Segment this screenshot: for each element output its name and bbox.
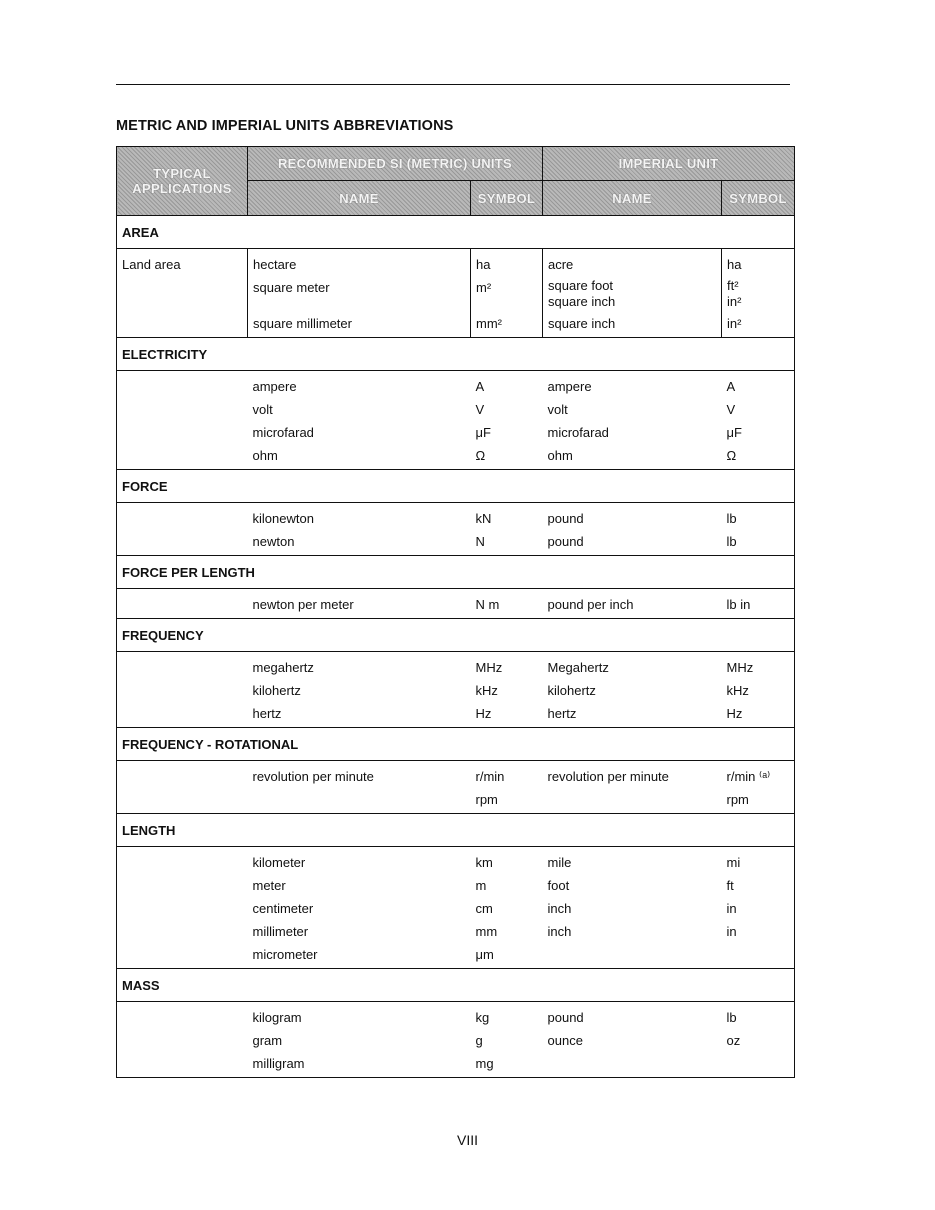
section-frequency <box>117 619 795 652</box>
app-cell <box>117 589 248 619</box>
imp-symbol-cell: A <box>722 371 795 399</box>
table-row <box>117 847 795 875</box>
section-electricity <box>117 338 795 371</box>
app-cell <box>117 444 248 470</box>
si-symbol-cell: kg <box>475 1010 490 1025</box>
si-name-cell: micrometer <box>248 943 471 969</box>
si-name-cell: megahertz <box>252 660 314 675</box>
app-cell <box>117 788 248 814</box>
table-row <box>117 503 795 531</box>
imp-symbol-cell <box>722 943 795 969</box>
app-cell <box>117 530 248 556</box>
si-name-cell: hectare <box>248 249 471 277</box>
section-label: MASS <box>117 969 795 1002</box>
imp-symbol-cell: Ω <box>722 444 795 470</box>
imp-symbol-cell: lb <box>722 1002 795 1030</box>
si-name-cell: newton per meter <box>248 589 471 619</box>
si-symbol-cell: mg <box>471 1052 543 1078</box>
header-recommended-si: RECOMMENDED SI (METRIC) UNITS <box>248 147 543 181</box>
section-length <box>117 814 795 847</box>
si-symbol-cell: mm² <box>471 312 543 338</box>
page-title: METRIC AND IMPERIAL UNITS ABBREVIATIONS <box>116 118 454 134</box>
imp-name-cell: hertz <box>543 702 722 728</box>
app-cell <box>117 847 248 875</box>
header-imperial-unit: IMPERIAL UNIT <box>543 147 795 181</box>
table-row <box>117 897 795 920</box>
imp-symbol-cell: ha <box>722 249 795 277</box>
header-row <box>117 147 795 181</box>
imp-name-cell: revolution per minute <box>547 769 669 784</box>
si-symbol-cell: MHz <box>475 660 503 675</box>
si-name-cell: revolution per minute <box>252 769 374 784</box>
si-symbol-cell: V <box>475 402 485 417</box>
table-row <box>117 421 795 444</box>
imp-symbol-cell: lb in <box>722 589 795 619</box>
imp-name-cell: ampere <box>547 379 592 394</box>
imp-name-line: square inch <box>548 294 616 309</box>
imp-symbol-cell: in <box>722 897 795 920</box>
si-symbol-cell: kHz <box>475 683 498 698</box>
si-name-cell: hertz <box>248 702 471 728</box>
section-force-per-length <box>117 556 795 589</box>
si-name-cell <box>248 788 471 814</box>
header-si-name: NAME <box>248 181 471 216</box>
app-cell <box>117 1002 248 1030</box>
header-si-symbol: SYMBOL <box>471 181 543 216</box>
imp-name-cell: microfarad <box>547 425 609 440</box>
imp-name-cell <box>543 788 722 814</box>
section-label: AREA <box>117 216 795 249</box>
imp-symbol-cell: kHz <box>722 679 795 702</box>
app-cell <box>117 276 248 312</box>
imp-name-cell: pound <box>543 530 722 556</box>
si-name-cell: milligram <box>248 1052 471 1078</box>
app-cell <box>117 874 248 897</box>
units-table <box>116 146 795 1078</box>
si-symbol-cell: m² <box>471 276 543 312</box>
si-name-cell: volt <box>252 402 273 417</box>
si-name-cell: kilohertz <box>252 683 301 698</box>
imp-name-cell: volt <box>547 402 568 417</box>
app-cell <box>117 920 248 943</box>
si-symbol-cell: kN <box>475 511 492 526</box>
header-typical-applications: TYPICAL APPLICATIONS <box>117 147 248 216</box>
section-label: FORCE <box>117 470 795 503</box>
imp-name-cell: square inch <box>543 312 722 338</box>
imp-symbol-cell: oz <box>722 1029 795 1052</box>
si-name-cell: gram <box>252 1033 283 1048</box>
imp-name-cell: ohm <box>543 444 722 470</box>
si-name-cell: kilometer <box>252 855 306 870</box>
imp-symbol-cell: r/min ⁽ᵃ⁾ <box>722 761 795 789</box>
section-label: FORCE PER LENGTH <box>117 556 795 589</box>
table-row <box>117 312 795 338</box>
imp-symbol-cell: Hz <box>722 702 795 728</box>
si-name-cell: ampere <box>252 379 297 394</box>
app-cell <box>117 679 248 702</box>
app-cell <box>117 1052 248 1078</box>
app-cell: Land area <box>117 249 248 277</box>
si-name-cell: millimeter <box>252 924 309 939</box>
table-row <box>117 530 795 556</box>
page-number: VIII <box>456 1132 478 1148</box>
imp-symbol-cell: rpm <box>722 788 795 814</box>
si-symbol-cell: A <box>475 379 485 394</box>
imp-symbol-cell <box>722 1052 795 1078</box>
imp-name-cell <box>543 276 722 312</box>
imp-symbol-cell: in² <box>722 312 795 338</box>
table-row <box>117 943 795 969</box>
header-imp-symbol: SYMBOL <box>722 181 795 216</box>
table-row <box>117 1002 795 1030</box>
si-name-cell: square millimeter <box>248 312 471 338</box>
table-row <box>117 1052 795 1078</box>
imp-symbol-cell: lb <box>722 503 795 531</box>
si-name-cell: kilonewton <box>252 511 314 526</box>
section-label: ELECTRICITY <box>117 338 795 371</box>
table-row <box>117 249 795 277</box>
section-force <box>117 470 795 503</box>
top-rule <box>116 84 790 85</box>
imp-name-line: square foot <box>548 278 614 293</box>
section-label: LENGTH <box>117 814 795 847</box>
si-symbol-cell: rpm <box>471 788 543 814</box>
imp-name-cell: Megahertz <box>547 660 609 675</box>
imp-symbol-cell: mi <box>722 847 795 875</box>
si-name-cell: meter <box>252 878 286 893</box>
table-row <box>117 679 795 702</box>
table-row <box>117 589 795 619</box>
section-frequency-rotational <box>117 728 795 761</box>
si-name-cell: square meter <box>248 276 471 312</box>
imp-name-cell: pound per inch <box>543 589 722 619</box>
si-name-cell: centimeter <box>252 901 314 916</box>
app-cell <box>117 312 248 338</box>
table-row <box>117 788 795 814</box>
imp-name-cell <box>543 1052 722 1078</box>
imp-symbol-cell: μF <box>722 421 795 444</box>
table-row <box>117 371 795 399</box>
table-row <box>117 652 795 680</box>
imp-symbol-cell: ft <box>722 874 795 897</box>
table-row <box>117 444 795 470</box>
table-row <box>117 1029 795 1052</box>
imp-symbol-cell: lb <box>722 530 795 556</box>
table-row <box>117 398 795 421</box>
si-symbol-cell: m <box>475 878 487 893</box>
app-cell <box>117 943 248 969</box>
header-imp-name: NAME <box>543 181 722 216</box>
si-symbol-cell: N <box>471 530 543 556</box>
imp-name-cell: pound <box>547 511 584 526</box>
app-cell <box>117 503 248 531</box>
table-row <box>117 874 795 897</box>
si-name-cell: kilogram <box>252 1010 302 1025</box>
si-symbol-cell: r/min <box>475 769 505 784</box>
imp-symbol-cell: MHz <box>722 652 795 680</box>
si-symbol-cell: μF <box>475 425 491 440</box>
section-label: FREQUENCY <box>117 619 795 652</box>
imp-name-cell: ounce <box>547 1033 583 1048</box>
app-cell <box>117 371 248 399</box>
table-row <box>117 761 795 789</box>
table-row <box>117 920 795 943</box>
imp-symbol-line: in² <box>727 294 742 309</box>
si-symbol-cell: g <box>475 1033 483 1048</box>
imp-symbol-cell: V <box>722 398 795 421</box>
imp-name-cell: inch <box>547 924 572 939</box>
section-label: FREQUENCY - ROTATIONAL <box>117 728 795 761</box>
imp-name-cell: inch <box>547 901 572 916</box>
si-symbol-cell: mm <box>475 924 498 939</box>
imp-name-cell: acre <box>543 249 722 277</box>
imp-name-cell: pound <box>547 1010 584 1025</box>
app-cell <box>117 398 248 421</box>
imp-symbol-line: ft² <box>727 278 739 293</box>
imp-name-cell: mile <box>547 855 572 870</box>
section-area <box>117 216 795 249</box>
si-symbol-cell: cm <box>475 901 493 916</box>
table-row <box>117 702 795 728</box>
app-cell <box>117 652 248 680</box>
imp-symbol-cell <box>722 276 795 312</box>
si-name-cell: ohm <box>248 444 471 470</box>
si-symbol-cell: Hz <box>471 702 543 728</box>
app-cell <box>117 897 248 920</box>
imp-name-cell: kilohertz <box>547 683 596 698</box>
app-cell <box>117 761 248 789</box>
si-symbol-cell: km <box>475 855 493 870</box>
app-cell <box>117 1029 248 1052</box>
app-cell <box>117 702 248 728</box>
si-name-cell: newton <box>248 530 471 556</box>
section-mass <box>117 969 795 1002</box>
si-name-cell: microfarad <box>252 425 314 440</box>
imp-name-cell: foot <box>547 878 570 893</box>
imp-name-cell <box>543 943 722 969</box>
table-row <box>117 276 795 312</box>
si-symbol-cell: μm <box>471 943 543 969</box>
app-cell <box>117 421 248 444</box>
si-symbol-cell: ha <box>471 249 543 277</box>
si-symbol-cell: N m <box>471 589 543 619</box>
imp-symbol-cell: in <box>722 920 795 943</box>
si-symbol-cell: Ω <box>471 444 543 470</box>
